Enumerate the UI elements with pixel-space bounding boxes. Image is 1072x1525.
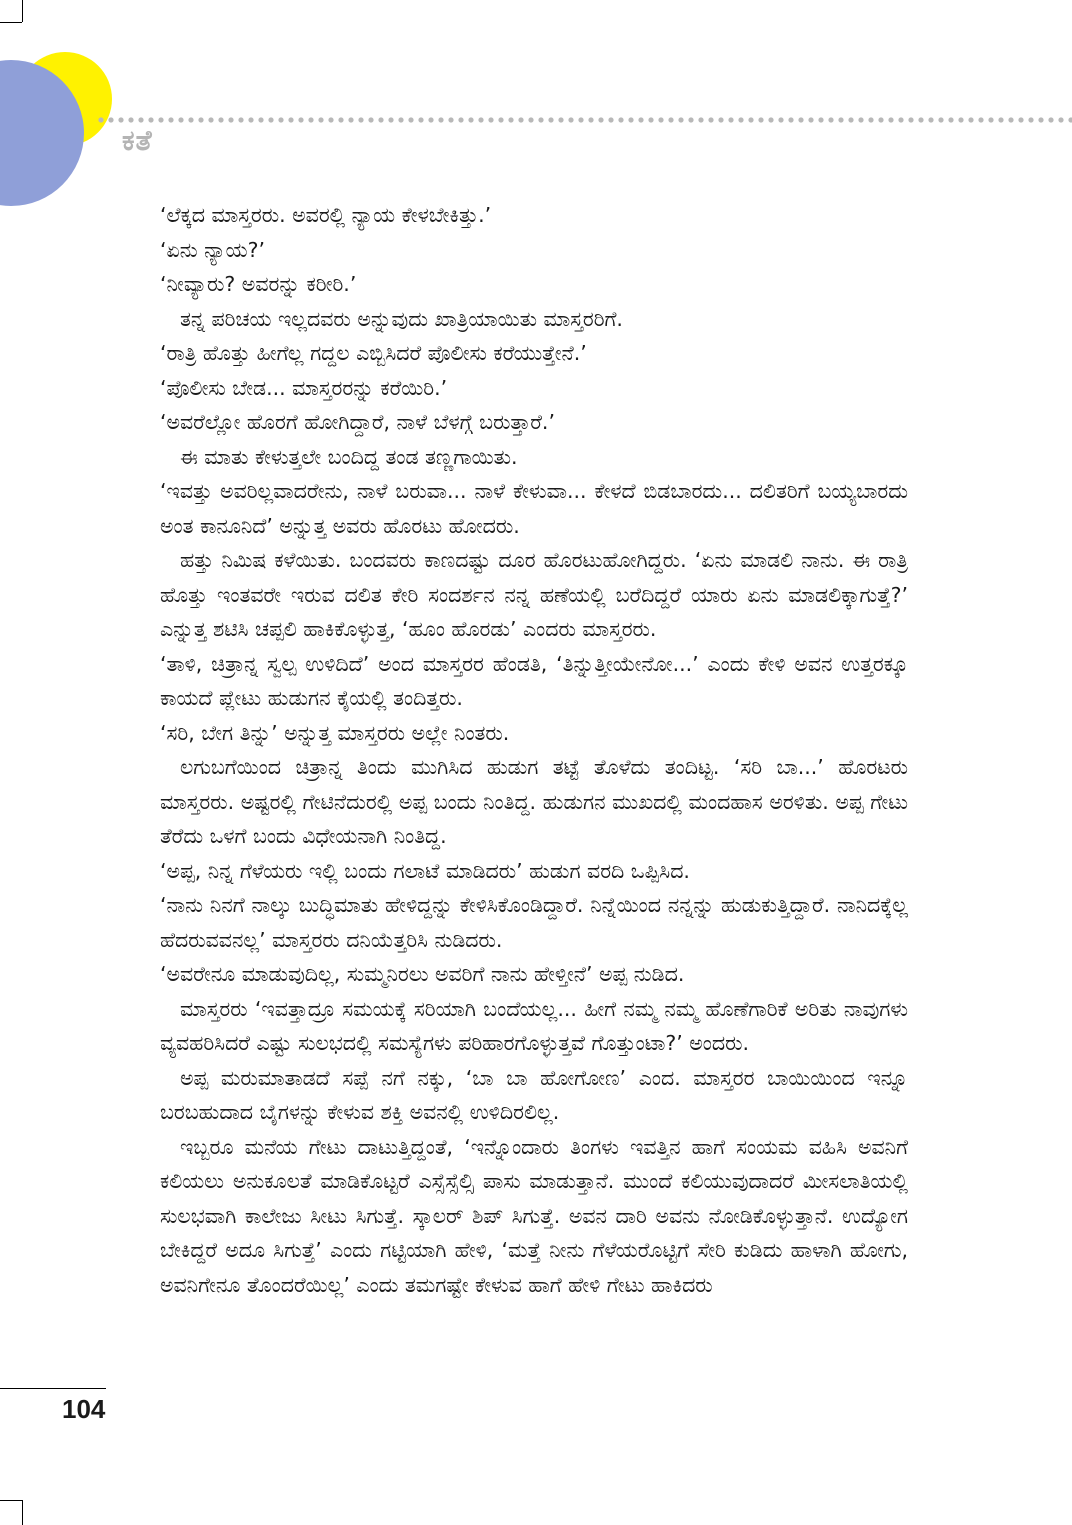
page-number: 104 [62,1394,106,1424]
paragraph: ‘ನಾನು ನಿನಗೆ ನಾಲ್ಕು ಬುದ್ಧಿಮಾತು ಹೇಳಿದ್ದನ್ನು ಕೇಳಿಸಿಕೊಂಡಿದ್ದಾರೆ. ನಿನ್ನೆಯಿಂದ ನನ್ನನ್ನು ಹುಡುಕುತ್ತಿದ್ದಾರೆ. ನಾನಿದಕ್ಕೆಲ್ಲ ಹೆದರುವವನಲ್ಲ’ ಮಾಸ್ತರರು ದನಿಯೆತ್ತರಿಸಿ ನುಡಿದರು. [160,893,908,952]
crop-mark-top-left-vertical [22,0,23,22]
crop-mark-bottom-left-vertical [22,1500,23,1525]
paragraph: ‘ನೀವ್ಯಾರು? ಅವರನ್ನು ಕರೀರಿ.’ [160,272,357,296]
paragraph: ‘ಅವರೇನೂ ಮಾಡುವುದಿಲ್ಲ, ಸುಮ್ಮನಿರಲು ಅವರಿಗೆ ನಾನು ಹೇಳ್ತೀನೆ’ ಅಪ್ಪ ನುಡಿದ. [160,962,685,986]
paragraph: ‘ಅವರೆಲ್ಲೋ ಹೊರಗೆ ಹೋಗಿದ್ದಾರೆ, ನಾಳೆ ಬೆಳಗ್ಗೆ ಬರುತ್ತಾರೆ.’ [160,410,555,434]
paragraph: ‘ರಾತ್ರಿ ಹೊತ್ತು ಹೀಗೆಲ್ಲ ಗದ್ದಲ ಎಬ್ಬಿಸಿದರೆ ಪೊಲೀಸು ಕರೆಯುತ್ತೇನೆ.’ [160,341,587,365]
paragraph: ‘ಸರಿ, ಬೇಗ ತಿನ್ನು’ ಅನ್ನುತ್ತ ಮಾಸ್ತರರು ಅಲ್ಲೇ ನಿಂತರು. [160,720,510,745]
paragraph: ‘ತಾಳಿ, ಚಿತ್ರಾನ್ನ ಸ್ವಲ್ಪ ಉಳಿದಿದೆ’ ಅಂದ ಮಾಸ್ತರರ ಹೆಂಡತಿ, ‘ತಿನ್ನುತ್ತೀಯೇನೋ...’ ಎಂದು ಕೇಳಿ ಅವನ ಉತ್ತರಕ್ಕೂ ಕಾಯದೆ ಪ್ಲೇಟು ಹುಡುಗನ ಕೈಯಲ್ಲಿ ತಂದಿತ್ತರು. [160,651,908,710]
paragraph: ‘ಪೊಲೀಸು ಬೇಡ... ಮಾಸ್ತರರನ್ನು ಕರೆಯಿರಿ.’ [160,375,448,400]
paragraph: ‘ಏನು ನ್ಯಾಯ?’ [160,237,265,262]
paragraph: ಹತ್ತು ನಿಮಿಷ ಕಳೆಯಿತು. ಬಂದವರು ಕಾಣದಷ್ಟು ದೂರ ಹೊರಟುಹೋಗಿದ್ದರು. ‘ಏನು ಮಾಡಲಿ ನಾನು. ಈ ರಾತ್ರಿ ಹೊತ್ತು ಇಂತವರೇ ಇರುವ ದಲಿತ ಕೇರಿ ಸಂದರ್ಶನ ನನ್ನ ಹಣೆಯಲ್ಲಿ ಬರೆದಿದ್ದರೆ ಯಾರು ಏನು ಮಾಡಲಿಕ್ಕಾಗುತ್ತೆ?’ ಎನ್ನುತ್ತ ಶಟಿಸಿ ಚಪ್ಪಲಿ ಹಾಕಿಕೊಳ್ಳುತ್ತ, ‘ಹೂಂ ಹೊರಡು’ ಎಂದರು ಮಾಸ್ತರರು. [160,548,908,641]
paragraph: ಮಾಸ್ತರರು ‘ಇವತ್ತಾದ್ರೂ ಸಮಯಕ್ಕೆ ಸರಿಯಾಗಿ ಬಂದೆಯಲ್ಲ... ಹೀಗೆ ನಮ್ಮ ನಮ್ಮ ಹೊಣೆಗಾರಿಕೆ ಅರಿತು ನಾವುಗಳು ವ್ಯವಹರಿಸಿದರೆ ಎಷ್ಟು ಸುಲಭದಲ್ಲಿ ಸಮಸ್ಯೆಗಳು ಪರಿಹಾರಗೊಳ್ಳುತ್ತವೆ ಗೊತ್ತುಂಟಾ?’ ಅಂದರು. [160,996,908,1055]
page-number-rule [0,1388,106,1389]
paragraph: ಅಪ್ಪ ಮರುಮಾತಾಡದೆ ಸಪ್ಪೆ ನಗೆ ನಕ್ಕು, ‘ಬಾ ಬಾ ಹೋಗೋಣ’ ಎಂದ. ಮಾಸ್ತರರ ಬಾಯಿಯಿಂದ ಇನ್ನೂ ಬರಬಹುದಾದ ಬೈಗಳನ್ನು ಕೇಳುವ ಶಕ್ತಿ ಅವನಲ್ಲಿ ಉಳಿದಿರಲಿಲ್ಲ. [160,1065,908,1124]
paragraph: ‘ಇವತ್ತು ಅವರಿಲ್ಲವಾದರೇನು, ನಾಳೆ ಬರುವಾ... ನಾಳೆ ಕೇಳುವಾ... ಕೇಳದೆ ಬಿಡಬಾರದು... ದಲಿತರಿಗೆ ಬಯ್ಯಬಾರದು ಅಂತ ಕಾನೂನಿದೆ’ ಅನ್ನುತ್ತ ಅವರು ಹೊರಟು ಹೋದರು. [160,479,908,538]
story-body [160,198,908,1302]
crop-mark-top-left-horizontal [0,22,22,23]
dotted-header-rule [96,116,1072,124]
paragraph: ಇಬ್ಬರೂ ಮನೆಯ ಗೇಟು ದಾಟುತ್ತಿದ್ದಂತೆ, ‘ಇನ್ನೊಂದಾರು ತಿಂಗಳು ಇವತ್ತಿನ ಹಾಗೆ ಸಂಯಮ ವಹಿಸಿ ಅವನಿಗೆ ಕಲಿಯಲು ಅನುಕೂಲತೆ ಮಾಡಿಕೊಟ್ಟರೆ ಎಸ್ಸೆಸ್ಸೆಲ್ಸಿ ಪಾಸು ಮಾಡುತ್ತಾನೆ. ಮುಂದೆ ಕಲಿಯುವುದಾದರೆ ಮೀಸಲಾತಿಯಲ್ಲಿ ಸುಲಭವಾಗಿ ಕಾಲೇಜು ಸೀಟು ಸಿಗುತ್ತೆ. ಸ್ಕಾಲರ್ ಶಿಪ್ ಸಿಗುತ್ತೆ. ಅವನ ದಾರಿ ಅವನು ನೋಡಿಕೊಳ್ಳುತ್ತಾನೆ. ಉದ್ಯೋಗ ಬೇಕಿದ್ದರೆ ಅದೂ ಸಿಗುತ್ತೆ’ ಎಂದು ಗಟ್ಟಿಯಾಗಿ ಹೇಳಿ, ‘ಮತ್ತೆ ನೀನು ಗೆಳೆಯರೊಟ್ಟಿಗೆ ಸೇರಿ ಕುಡಿದು ಹಾಳಾಗಿ ಹೋಗು, ಅವನಿಗೇನೂ ತೊಂದರೆಯಿಲ್ಲ’ ಎಂದು ತಮಗಷ್ಟೇ ಕೇಳುವ ಹಾಗೆ ಹೇಳಿ ಗೇಟು ಹಾಕಿದರು [160,1134,908,1297]
paragraph: ‘ಅಪ್ಪ, ನಿನ್ನ ಗೆಳೆಯರು ಇಲ್ಲಿ ಬಂದು ಗಲಾಟೆ ಮಾಡಿದರು’ ಹುಡುಗ ವರದಿ ಒಪ್ಪಿಸಿದ. [160,858,690,883]
paragraph: ಲಗುಬಗೆಯಿಂದ ಚಿತ್ರಾನ್ನ ತಿಂದು ಮುಗಿಸಿದ ಹುಡುಗ ತಟ್ಟೆ ತೊಳೆದು ತಂದಿಟ್ಟ. ‘ಸರಿ ಬಾ...’ ಹೊರಟರು ಮಾಸ್ತರರು. ಅಷ್ಟರಲ್ಲಿ ಗೇಟಿನೆದುರಲ್ಲಿ ಅಪ್ಪ ಬಂದು ನಿಂತಿದ್ದ. ಹುಡುಗನ ಮುಖದಲ್ಲಿ ಮಂದಹಾಸ ಅರಳಿತು. ಅಪ್ಪ ಗೇಟು ತೆರೆದು ಒಳಗೆ ಬಂದು ವಿಧೇಯನಾಗಿ ನಿಂತಿದ್ದ. [160,755,908,848]
crop-mark-bottom-left-horizontal [0,1500,22,1501]
paragraph: ತನ್ನ ಪರಿಚಯ ಇಲ್ಲದವರು ಅನ್ನುವುದು ಖಾತ್ರಿಯಾಯಿತು ಮಾಸ್ತರರಿಗೆ. [180,306,623,331]
paragraph: ‘ಲೆಕ್ಕದ ಮಾಸ್ತರರು. ಅವರಲ್ಲಿ ನ್ಯಾಯ ಕೇಳಬೇಕಿತ್ತು.’ [160,203,492,227]
section-label: ಕತೆ [122,124,153,157]
paragraph: ಈ ಮಾತು ಕೇಳುತ್ತಲೇ ಬಂದಿದ್ದ ತಂಡ ತಣ್ಣಗಾಯಿತು. [180,444,518,469]
